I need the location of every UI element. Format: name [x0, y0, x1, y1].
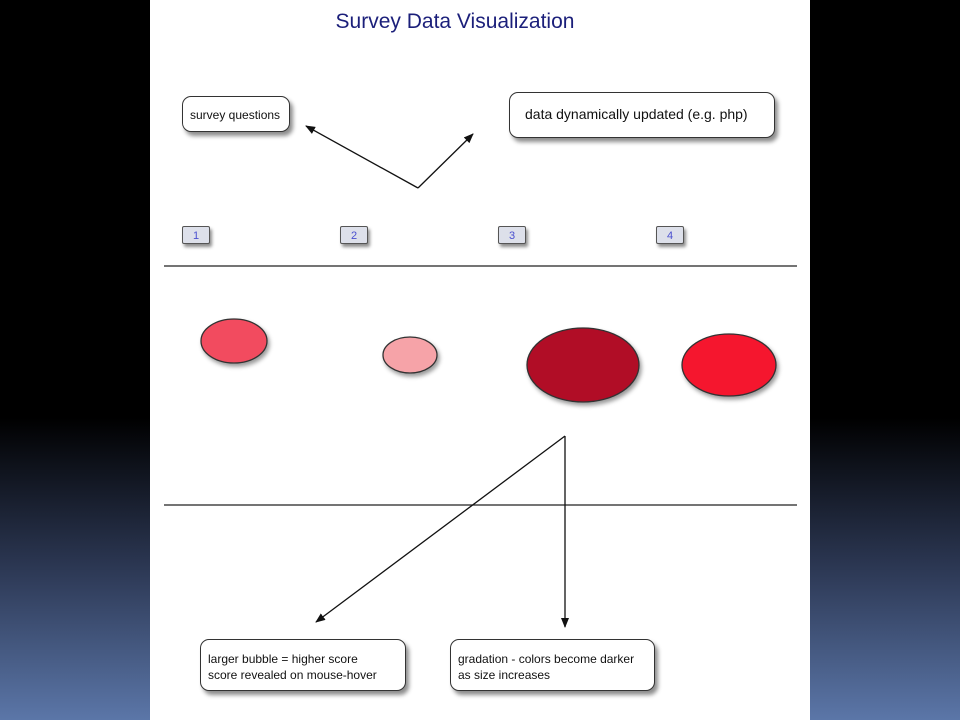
- survey-questions-text: survey questions: [190, 108, 281, 122]
- question-4-button[interactable]: 4: [656, 226, 684, 244]
- slide-canvas: [150, 0, 810, 720]
- bubble-question-3[interactable]: [527, 328, 639, 402]
- bubble-question-2[interactable]: [383, 337, 437, 373]
- slide-title: Survey Data Visualization: [335, 10, 575, 33]
- arrow-to-larger-bubble: [316, 436, 565, 622]
- diagram-overlay: [150, 0, 810, 720]
- gradation-line-2: as size increases: [458, 668, 551, 682]
- question-3-button[interactable]: 3: [498, 226, 526, 244]
- arrow-to-survey-questions: [306, 126, 418, 188]
- arrow-to-data-updated: [418, 134, 473, 188]
- bubble-question-4[interactable]: [682, 334, 776, 396]
- gradation-line-1: gradation - colors become darker: [458, 652, 635, 666]
- larger-bubble-line-2: score revealed on mouse-hover: [208, 668, 377, 682]
- question-1-button[interactable]: 1: [182, 226, 210, 244]
- question-2-button[interactable]: 2: [340, 226, 368, 244]
- data-updated-text: data dynamically updated (e.g. php): [525, 106, 748, 122]
- larger-bubble-line-1: larger bubble = higher score: [208, 652, 358, 666]
- bubble-question-1[interactable]: [201, 319, 267, 363]
